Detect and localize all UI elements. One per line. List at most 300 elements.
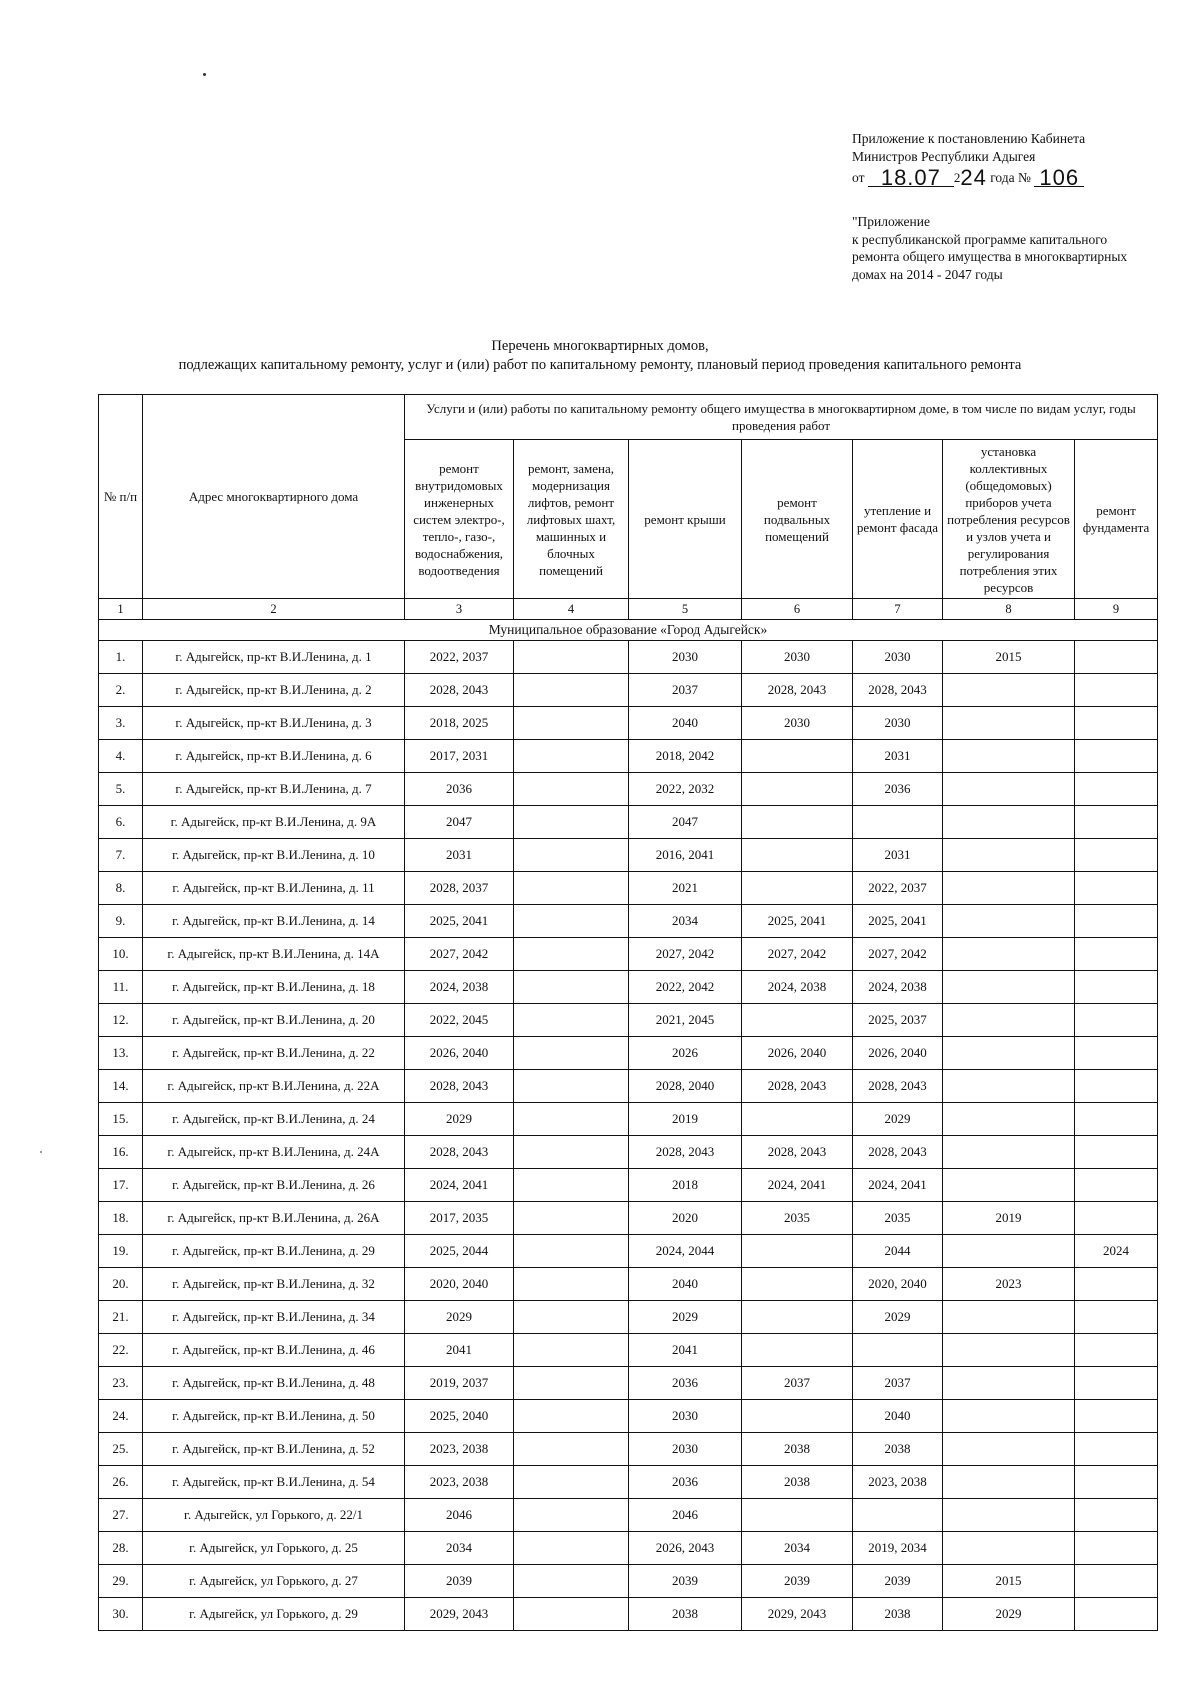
row-number: 20. (99, 1268, 143, 1301)
column-number: 8 (943, 599, 1075, 620)
roof-years: 2036 (629, 1466, 742, 1499)
elevators-years (514, 806, 629, 839)
roof-years: 2022, 2032 (629, 773, 742, 806)
appendix-line-3: ремонта общего имущества в многоквартирных (852, 249, 1128, 264)
facade-years: 2038 (853, 1433, 943, 1466)
table-row (99, 971, 1158, 1004)
foundation-years (1075, 740, 1158, 773)
table-row (99, 1466, 1158, 1499)
foundation-years (1075, 1334, 1158, 1367)
roof-years: 2028, 2040 (629, 1070, 742, 1103)
header-basement: ремонт подвальных помещений (742, 440, 853, 599)
elevators-years (514, 1598, 629, 1631)
address: г. Адыгейск, пр-кт В.И.Ленина, д. 2 (143, 674, 405, 707)
address: г. Адыгейск, ул Горького, д. 29 (143, 1598, 405, 1631)
foundation-years (1075, 1136, 1158, 1169)
column-number-row (99, 599, 1158, 620)
foundation-years (1075, 839, 1158, 872)
roof-years: 2026 (629, 1037, 742, 1070)
meters-years (943, 1499, 1075, 1532)
meters-years (943, 1400, 1075, 1433)
address: г. Адыгейск, пр-кт В.И.Ленина, д. 6 (143, 740, 405, 773)
row-number: 7. (99, 839, 143, 872)
basement-years (742, 773, 853, 806)
table-row (99, 1004, 1158, 1037)
table-row (99, 905, 1158, 938)
document-title (100, 337, 1100, 375)
basement-years: 2028, 2043 (742, 674, 853, 707)
basement-years (742, 839, 853, 872)
elevators-years (514, 938, 629, 971)
meters-years (943, 740, 1075, 773)
basement-years (742, 1400, 853, 1433)
title-line-2: подлежащих капитальному ремонту, услуг и (или) работ по капитальному ремонту, плановый период проведения капитального ремонта (178, 357, 1022, 373)
address: г. Адыгейск, пр-кт В.И.Ленина, д. 24А (143, 1136, 405, 1169)
roof-years: 2019 (629, 1103, 742, 1136)
table-row (99, 1301, 1158, 1334)
engineering-systems-years: 2019, 2037 (405, 1367, 514, 1400)
facade-years: 2030 (853, 707, 943, 740)
basement-years (742, 1235, 853, 1268)
foundation-years (1075, 674, 1158, 707)
date-prefix: от (852, 170, 865, 185)
meters-years (943, 1037, 1075, 1070)
foundation-years (1075, 1103, 1158, 1136)
basement-years: 2039 (742, 1565, 853, 1598)
table-row (99, 872, 1158, 905)
engineering-systems-years: 2020, 2040 (405, 1268, 514, 1301)
header-line-1: Приложение к постановлению Кабинета (852, 131, 1086, 146)
roof-years: 2030 (629, 1400, 742, 1433)
engineering-systems-years: 2017, 2031 (405, 740, 514, 773)
address: г. Адыгейск, пр-кт В.И.Ленина, д. 9А (143, 806, 405, 839)
resolution-header (852, 130, 1152, 190)
column-number: 2 (143, 599, 405, 620)
foundation-years (1075, 938, 1158, 971)
facade-years: 2025, 2041 (853, 905, 943, 938)
roof-years: 2039 (629, 1565, 742, 1598)
basement-years (742, 740, 853, 773)
roof-years: 2041 (629, 1334, 742, 1367)
basement-years: 2029, 2043 (742, 1598, 853, 1631)
meters-years (943, 1532, 1075, 1565)
table-row (99, 1235, 1158, 1268)
table-body (99, 599, 1158, 1631)
municipality-row (99, 620, 1158, 641)
address: г. Адыгейск, пр-кт В.И.Ленина, д. 11 (143, 872, 405, 905)
roof-years: 2027, 2042 (629, 938, 742, 971)
facade-years: 2044 (853, 1235, 943, 1268)
engineering-systems-years: 2023, 2038 (405, 1433, 514, 1466)
elevators-years (514, 1334, 629, 1367)
facade-years: 2026, 2040 (853, 1037, 943, 1070)
basement-years: 2034 (742, 1532, 853, 1565)
table-row (99, 1070, 1158, 1103)
facade-years: 2029 (853, 1301, 943, 1334)
table-row (99, 938, 1158, 971)
table-row (99, 1532, 1158, 1565)
facade-years: 2037 (853, 1367, 943, 1400)
roof-years: 2020 (629, 1202, 742, 1235)
basement-years (742, 872, 853, 905)
foundation-years (1075, 1301, 1158, 1334)
column-number: 4 (514, 599, 629, 620)
facade-years: 2028, 2043 (853, 1070, 943, 1103)
engineering-systems-years: 2027, 2042 (405, 938, 514, 971)
basement-years: 2037 (742, 1367, 853, 1400)
engineering-systems-years: 2026, 2040 (405, 1037, 514, 1070)
appendix-note (852, 213, 1162, 283)
roof-years: 2030 (629, 1433, 742, 1466)
handwritten-number: 106 (1039, 165, 1080, 190)
column-number: 9 (1075, 599, 1158, 620)
address: г. Адыгейск, ул Горького, д. 22/1 (143, 1499, 405, 1532)
appendix-line-2: к республиканской программе капитального (852, 231, 1108, 247)
meters-years (943, 1070, 1075, 1103)
elevators-years (514, 1202, 629, 1235)
header-roof: ремонт крыши (629, 440, 742, 599)
meters-years (943, 905, 1075, 938)
address: г. Адыгейск, пр-кт В.И.Ленина, д. 32 (143, 1268, 405, 1301)
elevators-years (514, 1136, 629, 1169)
elevators-years (514, 905, 629, 938)
facade-years: 2030 (853, 641, 943, 674)
table-row (99, 1169, 1158, 1202)
elevators-years (514, 839, 629, 872)
address: г. Адыгейск, ул Горького, д. 25 (143, 1532, 405, 1565)
elevators-years (514, 1532, 629, 1565)
column-number: 5 (629, 599, 742, 620)
meters-years: 2029 (943, 1598, 1075, 1631)
address: г. Адыгейск, пр-кт В.И.Ленина, д. 22А (143, 1070, 405, 1103)
header-elevators: ремонт, замена, модернизация лифтов, ремонт лифтовых шахт, машинных и блочных помещений (514, 440, 629, 599)
basement-years: 2038 (742, 1433, 853, 1466)
row-number: 1. (99, 641, 143, 674)
table-row (99, 806, 1158, 839)
address: г. Адыгейск, пр-кт В.И.Ленина, д. 50 (143, 1400, 405, 1433)
address: г. Адыгейск, пр-кт В.И.Ленина, д. 10 (143, 839, 405, 872)
engineering-systems-years: 2022, 2045 (405, 1004, 514, 1037)
meters-years (943, 1103, 1075, 1136)
roof-years: 2026, 2043 (629, 1532, 742, 1565)
row-number: 6. (99, 806, 143, 839)
foundation-years (1075, 1499, 1158, 1532)
elevators-years (514, 1499, 629, 1532)
meters-years: 2019 (943, 1202, 1075, 1235)
row-number: 11. (99, 971, 143, 1004)
roof-years: 2034 (629, 905, 742, 938)
elevators-years (514, 1070, 629, 1103)
roof-years: 2038 (629, 1598, 742, 1631)
facade-years: 2024, 2038 (853, 971, 943, 1004)
engineering-systems-years: 2025, 2041 (405, 905, 514, 938)
address: г. Адыгейск, пр-кт В.И.Ленина, д. 26 (143, 1169, 405, 1202)
engineering-systems-years: 2028, 2043 (405, 1136, 514, 1169)
address: г. Адыгейск, пр-кт В.И.Ленина, д. 26А (143, 1202, 405, 1235)
engineering-systems-years: 2028, 2037 (405, 872, 514, 905)
foundation-years (1075, 1466, 1158, 1499)
table-row (99, 674, 1158, 707)
foundation-years (1075, 1070, 1158, 1103)
elevators-years (514, 1235, 629, 1268)
roof-years: 2047 (629, 806, 742, 839)
address: г. Адыгейск, пр-кт В.И.Ленина, д. 52 (143, 1433, 405, 1466)
basement-years: 2028, 2043 (742, 1070, 853, 1103)
basement-years: 2026, 2040 (742, 1037, 853, 1070)
meters-years (943, 971, 1075, 1004)
table-row (99, 1367, 1158, 1400)
basement-years: 2030 (742, 707, 853, 740)
facade-years: 2019, 2034 (853, 1532, 943, 1565)
foundation-years (1075, 1433, 1158, 1466)
roof-years: 2021 (629, 872, 742, 905)
row-number: 22. (99, 1334, 143, 1367)
appendix-line-1: "Приложение (852, 214, 930, 229)
handwritten-year: 24 (960, 165, 987, 190)
table-row (99, 1103, 1158, 1136)
basement-years: 2035 (742, 1202, 853, 1235)
header-date-line (852, 165, 1152, 190)
table-row (99, 1136, 1158, 1169)
appendix-line-4: домах на 2014 - 2047 годы (852, 266, 1003, 282)
elevators-years (514, 872, 629, 905)
address: г. Адыгейск, пр-кт В.И.Ленина, д. 18 (143, 971, 405, 1004)
elevators-years (514, 1037, 629, 1070)
handwritten-date: 18.07 (880, 165, 941, 190)
elevators-years (514, 1268, 629, 1301)
address: г. Адыгейск, пр-кт В.И.Ленина, д. 14А (143, 938, 405, 971)
header-meters: установка коллективных (общедомовых) приборов учета потребления ресурсов и узлов учета и регулирования потребления этих ресурсов (943, 440, 1075, 599)
roof-years: 2029 (629, 1301, 742, 1334)
row-number: 23. (99, 1367, 143, 1400)
table-row (99, 1499, 1158, 1532)
foundation-years (1075, 1202, 1158, 1235)
meters-years (943, 1235, 1075, 1268)
roof-years: 2016, 2041 (629, 839, 742, 872)
elevators-years (514, 1400, 629, 1433)
foundation-years (1075, 1037, 1158, 1070)
elevators-years (514, 1004, 629, 1037)
row-number: 13. (99, 1037, 143, 1070)
scan-speck (40, 1151, 42, 1153)
foundation-years (1075, 971, 1158, 1004)
elevators-years (514, 1565, 629, 1598)
basement-years (742, 1334, 853, 1367)
address: г. Адыгейск, пр-кт В.И.Ленина, д. 48 (143, 1367, 405, 1400)
address: г. Адыгейск, пр-кт В.И.Ленина, д. 20 (143, 1004, 405, 1037)
foundation-years (1075, 806, 1158, 839)
engineering-systems-years: 2046 (405, 1499, 514, 1532)
basement-years (742, 1103, 853, 1136)
engineering-systems-years: 2029, 2043 (405, 1598, 514, 1631)
foundation-years (1075, 872, 1158, 905)
table-row (99, 1400, 1158, 1433)
engineering-systems-years: 2024, 2041 (405, 1169, 514, 1202)
basement-years (742, 1499, 853, 1532)
foundation-years (1075, 1004, 1158, 1037)
basement-years (742, 806, 853, 839)
table-row (99, 740, 1158, 773)
meters-years: 2015 (943, 641, 1075, 674)
basement-years (742, 1301, 853, 1334)
facade-years: 2023, 2038 (853, 1466, 943, 1499)
row-number: 26. (99, 1466, 143, 1499)
address: г. Адыгейск, пр-кт В.И.Ленина, д. 7 (143, 773, 405, 806)
engineering-systems-years: 2047 (405, 806, 514, 839)
table-row (99, 707, 1158, 740)
table-row (99, 773, 1158, 806)
elevators-years (514, 740, 629, 773)
address: г. Адыгейск, пр-кт В.И.Ленина, д. 14 (143, 905, 405, 938)
basement-years: 2030 (742, 641, 853, 674)
engineering-systems-years: 2029 (405, 1103, 514, 1136)
basement-years: 2025, 2041 (742, 905, 853, 938)
meters-years: 2023 (943, 1268, 1075, 1301)
year-prefix: 2 (953, 170, 961, 185)
facade-years: 2020, 2040 (853, 1268, 943, 1301)
column-number: 6 (742, 599, 853, 620)
scan-speck (203, 73, 206, 76)
foundation-years: 2024 (1075, 1235, 1158, 1268)
elevators-years (514, 1103, 629, 1136)
row-number: 18. (99, 1202, 143, 1235)
row-number: 5. (99, 773, 143, 806)
facade-years: 2031 (853, 839, 943, 872)
elevators-years (514, 1169, 629, 1202)
meters-years (943, 1301, 1075, 1334)
meters-years (943, 806, 1075, 839)
facade-years: 2039 (853, 1565, 943, 1598)
address: г. Адыгейск, пр-кт В.И.Ленина, д. 46 (143, 1334, 405, 1367)
column-number: 3 (405, 599, 514, 620)
number-field (1034, 165, 1084, 190)
roof-years: 2022, 2042 (629, 971, 742, 1004)
elevators-years (514, 1367, 629, 1400)
address: г. Адыгейск, пр-кт В.И.Ленина, д. 54 (143, 1466, 405, 1499)
roof-years: 2028, 2043 (629, 1136, 742, 1169)
facade-years: 2028, 2043 (853, 674, 943, 707)
facade-years: 2035 (853, 1202, 943, 1235)
row-number: 8. (99, 872, 143, 905)
roof-years: 2024, 2044 (629, 1235, 742, 1268)
column-number: 7 (853, 599, 943, 620)
address: г. Адыгейск, пр-кт В.И.Ленина, д. 22 (143, 1037, 405, 1070)
facade-years: 2027, 2042 (853, 938, 943, 971)
meters-years (943, 773, 1075, 806)
column-number: 1 (99, 599, 143, 620)
table-row (99, 1565, 1158, 1598)
address: г. Адыгейск, пр-кт В.И.Ленина, д. 34 (143, 1301, 405, 1334)
municipality-name: Муниципальное образование «Город Адыгейск» (99, 620, 1158, 641)
roof-years: 2040 (629, 707, 742, 740)
engineering-systems-years: 2041 (405, 1334, 514, 1367)
engineering-systems-years: 2029 (405, 1301, 514, 1334)
facade-years: 2028, 2043 (853, 1136, 943, 1169)
facade-years: 2038 (853, 1598, 943, 1631)
facade-years: 2036 (853, 773, 943, 806)
header-line-2: Министров Республики Адыгея (852, 149, 1036, 164)
elevators-years (514, 773, 629, 806)
meters-years: 2015 (943, 1565, 1075, 1598)
table-row (99, 1598, 1158, 1631)
roof-years: 2021, 2045 (629, 1004, 742, 1037)
foundation-years (1075, 1367, 1158, 1400)
row-number: 19. (99, 1235, 143, 1268)
foundation-years (1075, 1598, 1158, 1631)
roof-years: 2018, 2042 (629, 740, 742, 773)
meters-years (943, 1433, 1075, 1466)
table-row (99, 1037, 1158, 1070)
table-row (99, 839, 1158, 872)
elevators-years (514, 1301, 629, 1334)
engineering-systems-years: 2025, 2044 (405, 1235, 514, 1268)
elevators-years (514, 641, 629, 674)
meters-years (943, 1169, 1075, 1202)
row-number: 25. (99, 1433, 143, 1466)
roof-years: 2030 (629, 641, 742, 674)
table-row (99, 1334, 1158, 1367)
meters-years (943, 839, 1075, 872)
engineering-systems-years: 2028, 2043 (405, 674, 514, 707)
roof-years: 2037 (629, 674, 742, 707)
engineering-systems-years: 2022, 2037 (405, 641, 514, 674)
meters-years (943, 1136, 1075, 1169)
meters-years (943, 1367, 1075, 1400)
facade-years (853, 1334, 943, 1367)
basement-years: 2038 (742, 1466, 853, 1499)
row-number: 9. (99, 905, 143, 938)
meters-years (943, 674, 1075, 707)
elevators-years (514, 971, 629, 1004)
header-facade: утепление и ремонт фасада (853, 440, 943, 599)
date-suffix: года № (990, 170, 1031, 185)
header-number: № п/п (99, 395, 143, 599)
row-number: 10. (99, 938, 143, 971)
roof-years: 2040 (629, 1268, 742, 1301)
meters-years (943, 1004, 1075, 1037)
row-number: 14. (99, 1070, 143, 1103)
address: г. Адыгейск, пр-кт В.И.Ленина, д. 1 (143, 641, 405, 674)
engineering-systems-years: 2039 (405, 1565, 514, 1598)
meters-years (943, 872, 1075, 905)
elevators-years (514, 1466, 629, 1499)
elevators-years (514, 674, 629, 707)
facade-years: 2031 (853, 740, 943, 773)
meters-years (943, 938, 1075, 971)
engineering-systems-years: 2034 (405, 1532, 514, 1565)
title-line-1: Перечень многоквартирных домов, (491, 338, 709, 354)
row-number: 30. (99, 1598, 143, 1631)
foundation-years (1075, 641, 1158, 674)
basement-years: 2024, 2041 (742, 1169, 853, 1202)
basement-years: 2024, 2038 (742, 971, 853, 1004)
roof-years: 2036 (629, 1367, 742, 1400)
basement-years: 2027, 2042 (742, 938, 853, 971)
address: г. Адыгейск, ул Горького, д. 27 (143, 1565, 405, 1598)
table-row (99, 1433, 1158, 1466)
facade-years: 2022, 2037 (853, 872, 943, 905)
facade-years: 2024, 2041 (853, 1169, 943, 1202)
header-services-group: Услуги и (или) работы по капитальному ремонту общего имущества в многоквартирном доме, в том числе по видам услуг, годы проведения работ (405, 395, 1158, 440)
elevators-years (514, 1433, 629, 1466)
foundation-years (1075, 1565, 1158, 1598)
foundation-years (1075, 707, 1158, 740)
row-number: 17. (99, 1169, 143, 1202)
table-row (99, 1202, 1158, 1235)
engineering-systems-years: 2025, 2040 (405, 1400, 514, 1433)
repair-schedule-table (98, 394, 1158, 1631)
row-number: 4. (99, 740, 143, 773)
